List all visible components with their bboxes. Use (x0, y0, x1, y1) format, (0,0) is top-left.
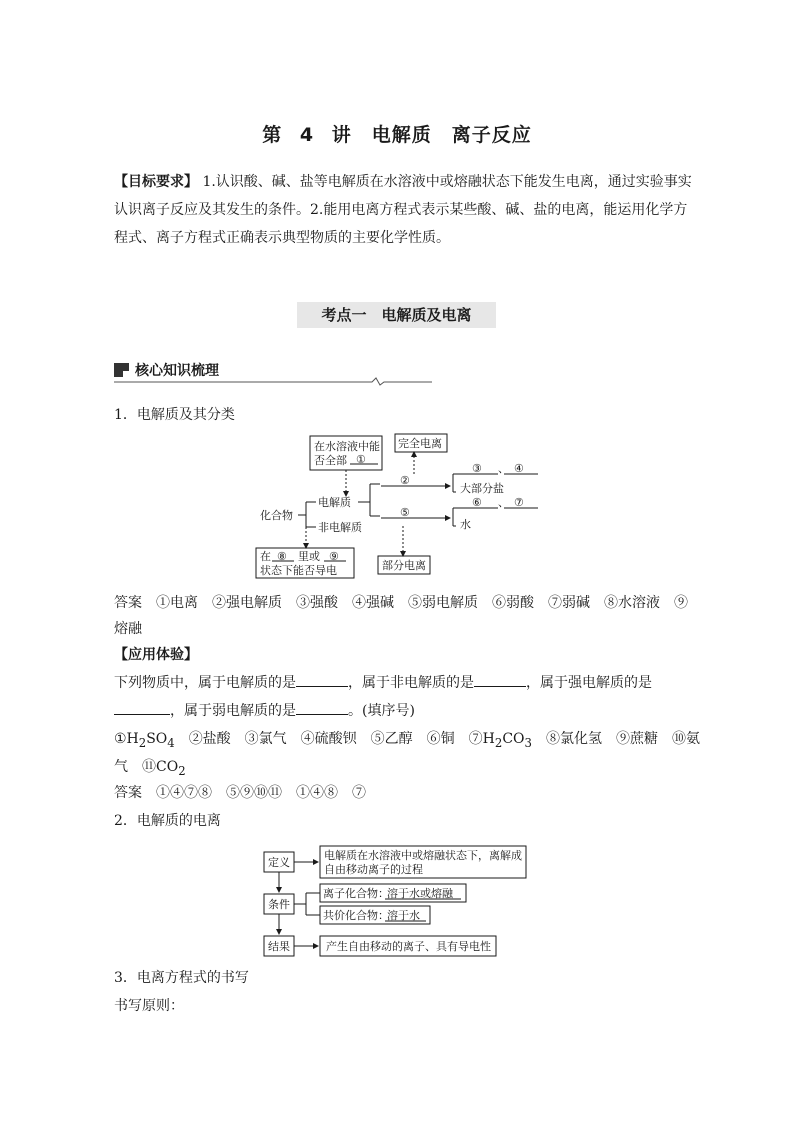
apply-q-b: ，属于非电解质的是 (348, 675, 474, 691)
opt-11-sub: 2 (178, 763, 186, 778)
d2-result-text: 产生自由移动的离子、具有导电性 (326, 940, 491, 953)
d2-cond: 条件 (268, 898, 290, 911)
opt-1-sub: 2 (138, 735, 147, 750)
page-title: 第 4 讲 电解质 离子反应 (262, 124, 532, 146)
d1-blank-7: ⑦ (514, 496, 524, 509)
core-heading: 核心知识梳理 (135, 363, 219, 379)
apply-q-d: ，属于弱电解质的是 (170, 703, 296, 719)
d1-box-partial: 部分电离 (382, 559, 426, 572)
opt-1-b: SO (146, 731, 168, 747)
d2-covalent-label: 共价化合物： (323, 909, 389, 922)
apply-question-line-1 (114, 669, 652, 697)
objectives-text-1: 1.认识酸、碱、盐等电解质在水溶液中或熔融状态下能发生电离，通过实验事实 (198, 174, 692, 190)
item-2-heading: 2．电解质的电离 (114, 813, 221, 829)
d1-box-bottom-mid: 里或 (298, 550, 320, 563)
heading-square-icon (114, 363, 129, 377)
opt-11: 气 ⑪CO (114, 759, 179, 775)
blank-weak-electrolyte[interactable] (296, 714, 348, 715)
answer-2-text: ①④⑦⑧ ⑤⑨⑩⑪ ①④⑧ ⑦ (156, 785, 366, 801)
opt-1-sub2: 4 (167, 735, 175, 750)
d2-covalent-value: 溶于水 (387, 909, 420, 922)
answer-2 (114, 779, 366, 807)
section-title (297, 302, 496, 328)
heading-underline (114, 376, 434, 386)
d1-sep-2: 、 (498, 496, 509, 509)
item-3-heading: 3．电离方程式的书写 (114, 970, 249, 986)
opt-7-sub: 2 (494, 735, 503, 750)
d1-water: 水 (460, 518, 471, 531)
answer-1-line-2: 熔融 (114, 621, 142, 637)
d1-electrolyte: 电解质 (318, 496, 351, 509)
d2-ionic-value: 溶于水或熔融 (387, 887, 453, 900)
d1-blank-9: ⑨ (329, 550, 339, 563)
d1-blank-3: ③ (472, 462, 482, 475)
d1-box-bottom-line2: 状态下能否导电 (260, 564, 337, 577)
d1-most-salts: 大部分盐 (460, 482, 504, 495)
d2-ionic-label: 离子化合物： (323, 887, 389, 900)
apply-q-e: 。(填序号) (348, 703, 415, 719)
d1-sep-1: 、 (498, 462, 509, 475)
electrolyte-classification-diagram (250, 430, 550, 580)
section-label: 考点一 (321, 306, 367, 324)
opt-1: ①H (114, 731, 139, 747)
blank-non-electrolyte[interactable] (474, 686, 526, 687)
d1-compound: 化合物 (260, 509, 293, 522)
principle-label: 书写原则： (114, 998, 184, 1014)
objectives-line-3: 程式、离子方程式正确表示典型物质的主要化学性质。 (114, 230, 450, 246)
apply-q-c: ，属于强电解质的是 (526, 675, 652, 691)
item-1-heading: 1．电解质及其分类 (114, 407, 235, 423)
d1-blank-4: ④ (514, 462, 524, 475)
d1-blank-1: ① (356, 453, 366, 466)
d1-box-full: 完全电离 (398, 437, 442, 450)
objectives-line-2: 认识离子反应及其发生的条件。2.能用电离方程式表示某些酸、碱、盐的电离，能运用化学方 (114, 202, 688, 218)
opt-8-10: ⑧氯化氢 ⑨蔗糖 ⑩氨 (545, 731, 700, 747)
answer-2-label: 答案 (114, 785, 142, 801)
objectives-line-1 (114, 168, 692, 196)
ionization-diagram (258, 842, 533, 960)
d2-def-text-1: 电解质在水溶液中或熔融状态下，离解成 (324, 849, 522, 862)
apply-question-line-2 (114, 697, 415, 725)
d1-blank-2: ② (400, 474, 410, 487)
objectives-label: 【目标要求】 (114, 174, 198, 190)
d1-blank-8: ⑧ (277, 550, 287, 563)
d2-def: 定义 (268, 856, 290, 869)
opt-7-sub2: 3 (524, 735, 532, 750)
d2-result: 结果 (268, 940, 290, 953)
opt-7-b: CO (502, 731, 525, 747)
d1-blank-6: ⑥ (472, 496, 482, 509)
answer-1-line-1 (114, 589, 688, 617)
apply-options-line-1 (114, 725, 700, 757)
apply-q-a: 下列物质中，属于电解质的是 (114, 675, 296, 691)
d1-box-top-line2: 否全部 (314, 454, 347, 467)
opt-2-7: ②盐酸 ③氯气 ④硫酸钡 ⑤乙醇 ⑥铜 ⑦H (188, 731, 495, 747)
d1-box-bottom-in: 在 (260, 550, 271, 563)
answer-1-label: 答案 (114, 595, 142, 611)
d1-box-top-line1: 在水溶液中能 (314, 440, 380, 453)
apply-label: 【应用体验】 (114, 647, 198, 663)
answer-1-text: ①电离 ②强电解质 ③强酸 ④强碱 ⑤弱电解质 ⑥弱酸 ⑦弱碱 ⑧水溶液 ⑨ (156, 595, 688, 611)
blank-electrolyte[interactable] (296, 686, 348, 687)
d2-def-text-2: 自由移动离子的过程 (324, 863, 423, 876)
blank-strong-electrolyte[interactable] (114, 714, 170, 715)
section-name: 电解质及电离 (381, 306, 472, 324)
d1-blank-5: ⑤ (400, 506, 410, 519)
d1-non-electrolyte: 非电解质 (318, 521, 362, 534)
